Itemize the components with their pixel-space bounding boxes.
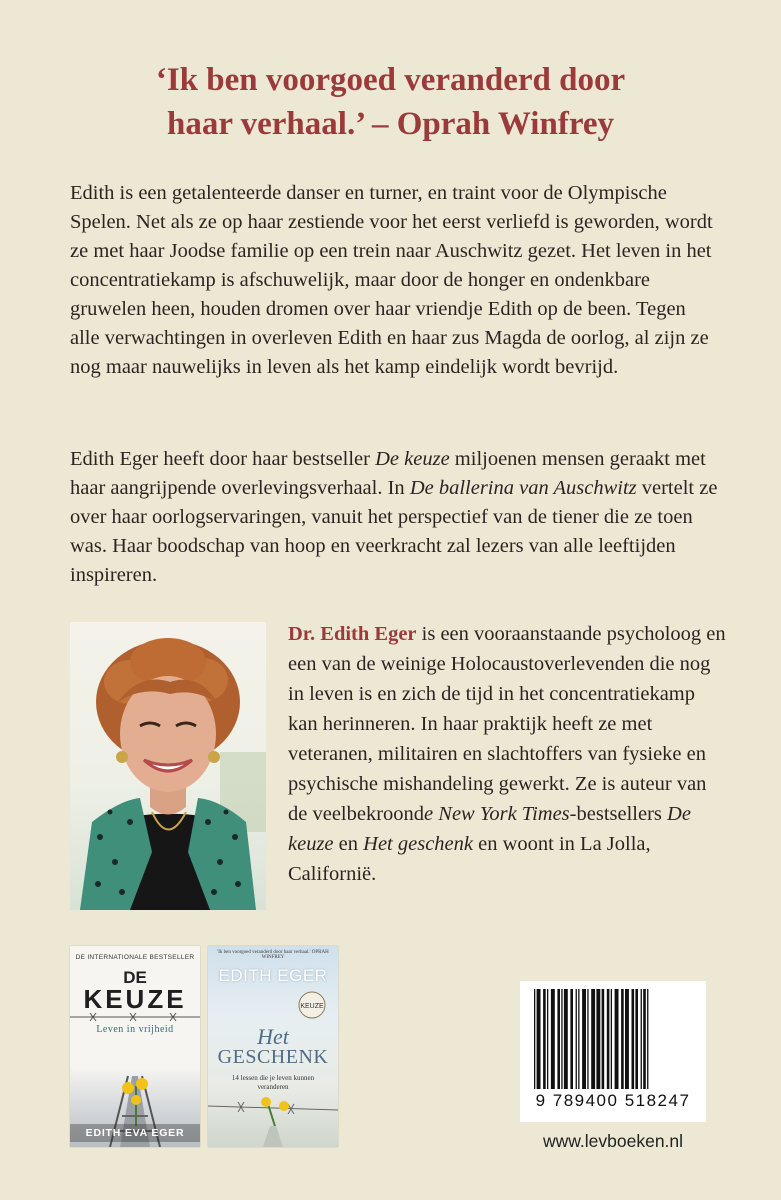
text-run: miljoenen mensen geraakt met haar aangrijpende overlevingsverhaal. In xyxy=(70,448,706,499)
text-run: vertelt ze over haar oorlogservaringen, vanuit het perspectief van de tiener die ze toen was. Haar boodschap van hoop en veerkracht zal lezers van alle leeftijden inspireren. xyxy=(70,477,718,586)
book-cover-de-keuze xyxy=(70,946,200,1147)
book-title-line-1: Het xyxy=(257,1024,289,1049)
synopsis-paragraph: Edith is een getalenteerde danser en turner, en traint voor de Olympische Spelen. Net als ze op haar zestiende voor het eerst verliefd is geworden, wordt ze met haar Joodse familie op een trein naar Auschwitz gezet. Het leven in het concentratiekamp is afschuwelijk, maar door de honger en ondenkbare gruwelen heen, houden dromen over haar vriendje Edith op de been. Tegen alle verwachtingen in overleven Edith en haar zus Magda de oorlog, al zijn ze nog maar nauwelijks in leven als het kamp eindelijk wordt bevrijd. xyxy=(70,182,713,378)
author-name: Dr. Edith Eger xyxy=(288,623,417,645)
publisher-website[interactable]: www.levboeken.nl xyxy=(542,1131,684,1151)
author-photo xyxy=(70,622,266,910)
book-title-ballerina: De ballerina van Auschwitz xyxy=(409,477,637,499)
book-title-het-geschenk: Het geschenk xyxy=(363,833,473,855)
de-keuze-badge-icon xyxy=(296,990,328,1020)
book-title-small: DE xyxy=(123,968,147,987)
book-author: EDITH EGER xyxy=(218,966,328,985)
quote-line-2: haar verhaal.’ – Oprah Winfrey xyxy=(166,106,615,142)
book-subtitle: 14 lessen die je leven kunnen veranderen xyxy=(231,1074,315,1091)
blurb-quote xyxy=(60,58,721,146)
book-title-line-2: GESCHENK xyxy=(217,1046,329,1068)
author-bio xyxy=(288,619,728,889)
isbn-barcode xyxy=(520,981,706,1122)
barbed-wire-icon xyxy=(70,1011,200,1023)
text-run: is een vooraanstaande psycholoog en een van de weinige Holocaustoverlevenden die nog in leven is en zich de tijd in het concentratiekamp kan herinneren. In haar praktijk heeft ze met veteranen, militairen en slachtoffers van fysieke en psychische mishandeling gewerkt. Ze is auteur van de veelbekroond xyxy=(288,623,726,825)
newspaper-title: e New York Times xyxy=(424,803,570,825)
text-run: -bestsellers xyxy=(569,803,668,825)
book-cover-het-geschenk xyxy=(208,946,338,1147)
wire-flower-illustration xyxy=(208,1096,338,1147)
book-title: KEUZE xyxy=(83,984,187,1014)
text-run: en woont in La Jolla, Californië. xyxy=(288,833,651,885)
quote-line-1: ‘Ik ben voorgoed veranderd door xyxy=(155,62,626,98)
book-quote: 'Ik ben voorgoed veranderd door haar verhaal.' OPRAH WINFREY xyxy=(217,950,329,960)
barcode-bars xyxy=(528,989,698,1091)
text-run: Edith Eger heeft door haar bestseller xyxy=(70,448,376,470)
book-title-de-keuze: De keuze xyxy=(288,803,691,855)
svg-text:KEUZE: KEUZE xyxy=(300,1003,324,1010)
book-tagline: DE INTERNATIONALE BESTSELLER xyxy=(75,954,195,961)
book-author: EDITH EVA EGER xyxy=(70,1124,200,1142)
bestseller-paragraph xyxy=(70,445,720,590)
book-subtitle: Leven in vrijheid xyxy=(96,1024,174,1035)
book-title-de-keuze: De keuze xyxy=(375,448,450,470)
isbn-number: 9 789400 518247 xyxy=(535,1091,691,1110)
text-run: en xyxy=(333,833,364,855)
